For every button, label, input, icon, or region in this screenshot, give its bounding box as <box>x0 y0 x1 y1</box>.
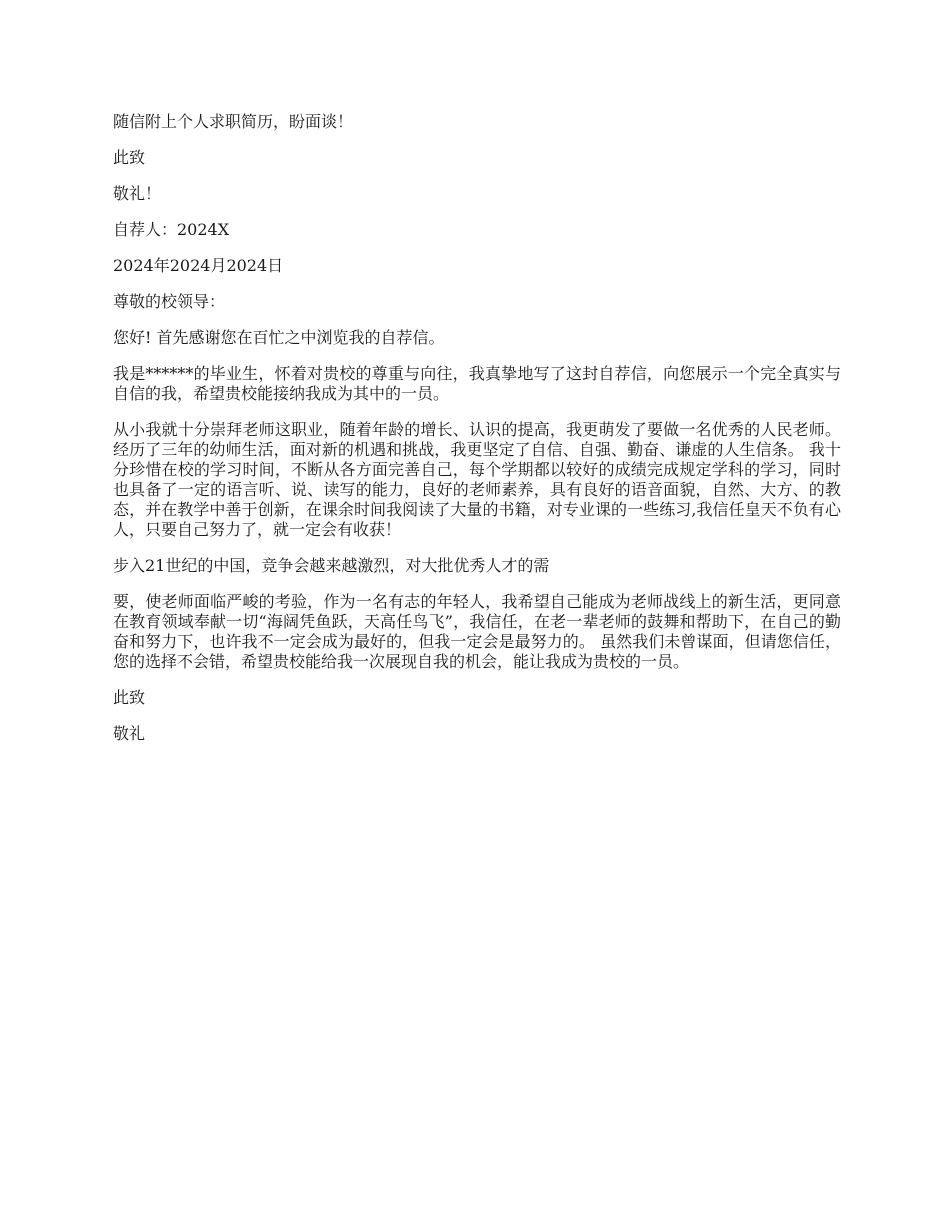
century-paragraph: 步入21世纪的中国，竞争会越来越激烈，对大批优秀人才的需 <box>113 556 550 575</box>
aspiration-paragraph: 要，使老师面临严峻的考验，作为一名有志的年轻人，我希望自己能成为老师战线上的新生活，更同意在教育领域奉献一切“海阔凭鱼跃，天高任鸟飞”，我信任，在老一辈老师的鼓舞和帮助下，在自己的勤奋和努力下，也许我不一定会成为最好的，但我一定会是最努力的。 虽然我们未曾谋面，但请您信任，您的选择不会错，希望贵校能给我一次展现自我的机会，能让我成为贵校的一员。 <box>113 592 841 671</box>
closing-salutation-2: 此致 <box>113 688 146 707</box>
letter-body <box>113 112 841 760</box>
opening-paragraph: 您好! 首先感谢您在百忙之中浏览我的自荐信。 <box>113 328 445 347</box>
signature-line: 自荐人：2024X <box>113 220 230 239</box>
closing-regards-2: 敬礼 <box>113 724 146 743</box>
background-paragraph: 从小我就十分崇拜老师这职业，随着年龄的增长、认识的提高，我更萌发了要做一名优秀的人民老师。经历了三年的幼师生活，面对新的机遇和挑战，我更坚定了自信、自强、勤奋、谦虚的人生信条。 我十分珍惜在校的学习时间，不断从各方面完善自己，每个学期都以较好的成绩完成规定学科的学习，同时也具备了一定的语言听、说、读写的能力，良好的老师素养，具有良好的语音面貌，自然、大方、的教态，并在教学中善于创新，在课余时间我阅读了大量的书籍，对专业课的一些练习,我信任皇天不负有心人，只要自己努力了，就一定会有收获！ <box>113 420 841 539</box>
closing-salutation: 此致 <box>113 148 146 167</box>
closing-regards: 敬礼！ <box>113 184 162 203</box>
date-line: 2024年2024月2024日 <box>113 256 284 275</box>
resume-attached-line: 随信附上个人求职简历，盼面谈！ <box>113 112 354 131</box>
greeting-line: 尊敬的校领导： <box>113 292 226 311</box>
introduction-paragraph: 我是******的毕业生，怀着对贵校的尊重与向往，我真挚地写了这封自荐信，向您展示一个完全真实与自信的我，希望贵校能接纳我成为其中的一员。 <box>113 364 841 403</box>
